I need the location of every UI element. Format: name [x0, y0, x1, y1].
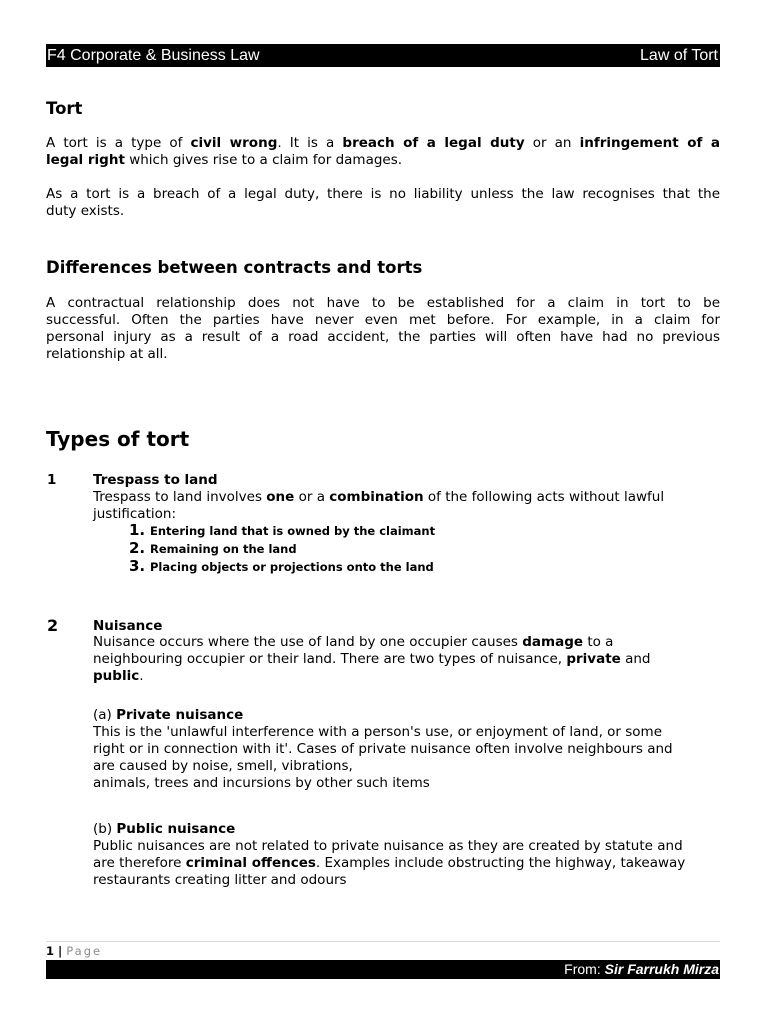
tort-paragraph-2: As a tort is a breach of a legal duty, there is no liability unless the law recognises that the duty exists.	[46, 186, 720, 219]
footer-rule	[46, 941, 720, 942]
page-number: 1 | Page	[46, 944, 103, 958]
private-nuisance: (a) Private nuisance This is the 'unlawful interference with a person's use, or enjoyment of land, or some right or in connection with it'. Cases of private nuisance often involve neighbours and are caused by noise, smell, vibrations, animals, trees and incursions by other such items	[93, 707, 673, 791]
footer-author: From: Sir Farrukh Mirza	[564, 961, 719, 977]
list-item: 3. Placing objects or projections onto the land	[129, 557, 434, 575]
header-topic: Law of Tort	[640, 47, 718, 64]
header-title: F4 Corporate & Business Law	[47, 47, 260, 64]
item-2-title: Nuisance	[93, 618, 163, 634]
item-2-body: Nuisance occurs where the use of land by one occupier causes damage to a neighbouring occupier or their land. There are two types of nuisance, private and public.	[93, 634, 651, 684]
item-1-title: Trespass to land	[93, 472, 218, 488]
tort-heading: Tort	[46, 99, 83, 118]
list-item: 1. Entering land that is owned by the claimant	[129, 521, 436, 539]
item-1-number: 1	[47, 472, 57, 488]
public-nuisance-title: Public nuisance	[116, 821, 236, 837]
item-2-number: 2	[47, 616, 59, 635]
tort-paragraph-1: A tort is a type of civil wrong. It is a breach of a legal duty or an infringement of a legal right which gives rise to a claim for damages.	[46, 135, 720, 168]
differences-paragraph: A contractual relationship does not have to be established for a claim in tort to be successful. Often the parties have never even met before. For example, in a claim for personal injury as a result of a road accident, the parties will often have had no previous relationship at all.	[46, 295, 720, 362]
item-1-body: Trespass to land involves one or a combination of the following acts without lawful justification:	[93, 489, 665, 522]
list-item: 2. Remaining on the land	[129, 539, 297, 557]
public-nuisance: (b) Public nuisance Public nuisances are not related to private nuisance as they are created by statute and are therefore criminal offences. Examples include obstructing the highway, takeaway restaurants creating litter and odours	[93, 821, 686, 888]
differences-heading: Differences between contracts and torts	[46, 258, 423, 277]
header-bar	[46, 44, 720, 67]
trespass-acts-list	[129, 522, 435, 576]
footer-bar	[46, 960, 720, 979]
types-heading: Types of tort	[46, 427, 190, 451]
private-nuisance-title: Private nuisance	[116, 707, 244, 723]
